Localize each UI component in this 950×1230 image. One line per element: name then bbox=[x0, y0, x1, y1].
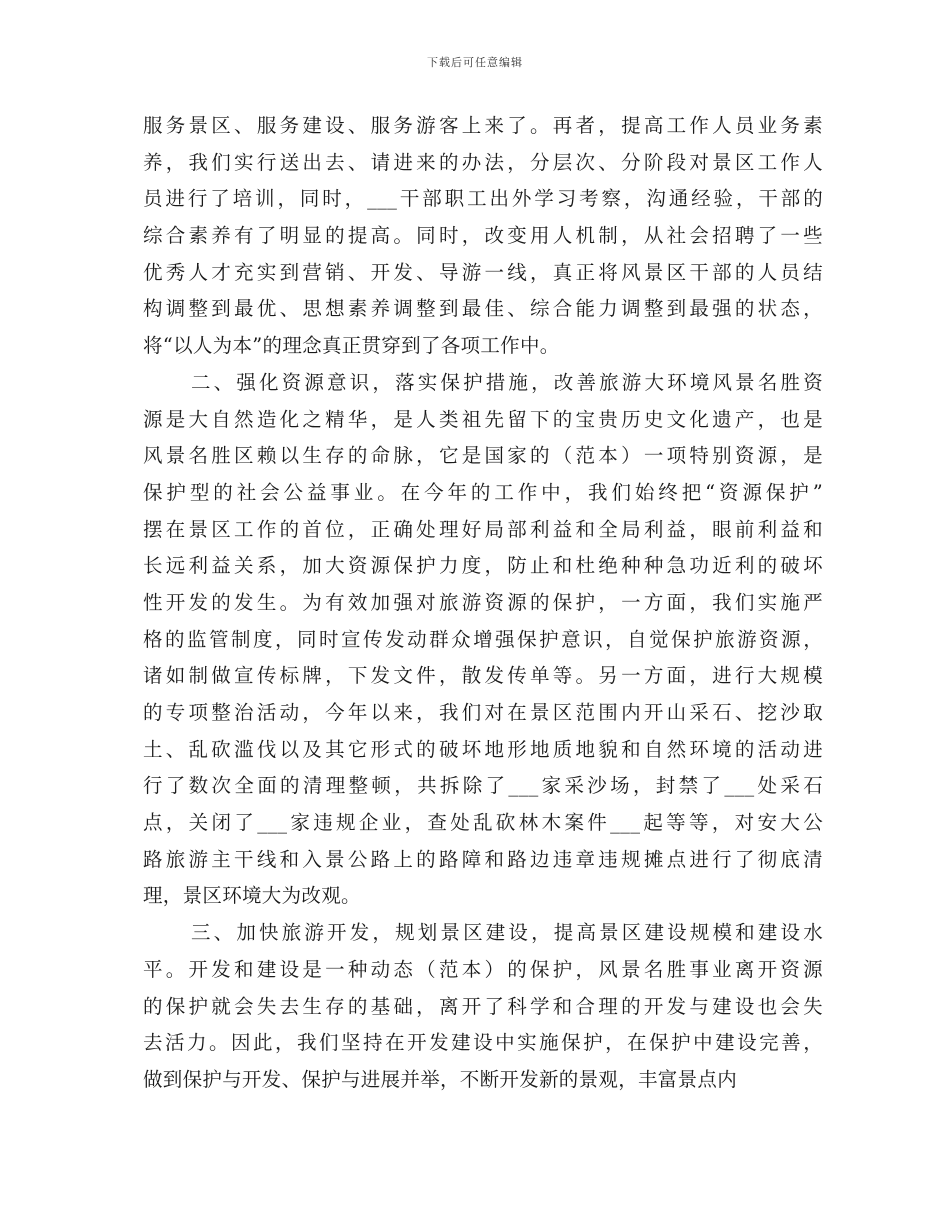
text-line: 服务景区、服务建设、服务游客上来了。再者，提高工作人员业务素 bbox=[143, 114, 823, 137]
text-line: 平。开发和建设是一种动态（范本）的保护，风景名胜事业离开资源 bbox=[143, 957, 823, 981]
text-line: 点，关闭了___家违规企业，查处乱砍林木案件___起等等，对安大公 bbox=[143, 811, 823, 835]
document-body bbox=[143, 108, 823, 1099]
paragraph-start-line: 三、加快旅游开发，规划景区建设，提高景区建设规模和建设水 bbox=[191, 921, 823, 945]
text-line: 格的监管制度，同时宣传发动群众增强保护意识，自觉保护旅游资源， bbox=[143, 627, 823, 651]
text-line: 优秀人才充实到营销、开发、导游一线，真正将风景区干部的人员结 bbox=[143, 260, 823, 284]
text-line: 理，景区环境大为改观。 bbox=[143, 884, 361, 908]
text-line: 摆在景区工作的首位，正确处理好局部利益和全局利益，眼前利益和 bbox=[143, 517, 823, 541]
page-header: 下载后可任意编辑 bbox=[427, 56, 523, 69]
text-line: 去活力。因此，我们坚持在开发建设中实施保护，在保护中建设完善， bbox=[143, 1031, 823, 1055]
text-line: 风景名胜区赖以生存的命脉，它是国家的（范本）一项特别资源，是 bbox=[143, 444, 823, 468]
text-line: 诸如制做宣传标牌，下发文件，散发传单等。另一方面，进行大规模 bbox=[143, 664, 823, 688]
text-line: 土、乱砍滥伐以及其它形式的破坏地形地质地貌和自然环境的活动进 bbox=[143, 737, 823, 761]
paragraph-start-line: 二、强化资源意识，落实保护措施，改善旅游大环境风景名胜资 bbox=[191, 370, 823, 394]
text-line: 的专项整治活动，今年以来，我们对在景区范围内开山采石、挖沙取 bbox=[143, 701, 823, 724]
text-line: 综合素养有了明显的提高。同时，改变用人机制，从社会招聘了一些 bbox=[143, 224, 823, 248]
text-line: 做到保护与开发、保护与进展并举，不断开发新的景观，丰富景点内 bbox=[143, 1067, 738, 1091]
text-line: 性开发的发生。为有效加强对旅游资源的保护，一方面，我们实施严 bbox=[143, 590, 823, 614]
text-line: 路旅游主干线和入景公路上的路障和路边违章违规摊点进行了彻底清 bbox=[143, 847, 823, 871]
text-line: 行了数次全面的清理整顿，共拆除了___家采沙场，封禁了___处采石 bbox=[143, 774, 823, 798]
text-line: 员进行了培训，同时，___干部职工出外学习考察，沟通经验，干部的 bbox=[143, 187, 823, 211]
text-line: 长远利益关系，加大资源保护力度，防止和杜绝种种急功近利的破坏 bbox=[143, 554, 823, 578]
text-line: 源是大自然造化之精华，是人类祖先留下的宝贵历史文化遗产，也是 bbox=[143, 407, 823, 431]
text-line: 的保护就会失去生存的基础，离开了科学和合理的开发与建设也会失 bbox=[143, 994, 823, 1018]
text-line: 保护型的社会公益事业。在今年的工作中，我们始终把“资源保护” bbox=[143, 480, 823, 504]
text-line: 构调整到最优、思想素养调整到最佳、综合能力调整到最强的状态， bbox=[143, 297, 823, 321]
text-line: 将“以人为本”的理念真正贯穿到了各项工作中。 bbox=[143, 334, 560, 358]
text-line: 养，我们实行送出去、请进来的办法，分层次、分阶段对景区工作人 bbox=[143, 150, 823, 174]
